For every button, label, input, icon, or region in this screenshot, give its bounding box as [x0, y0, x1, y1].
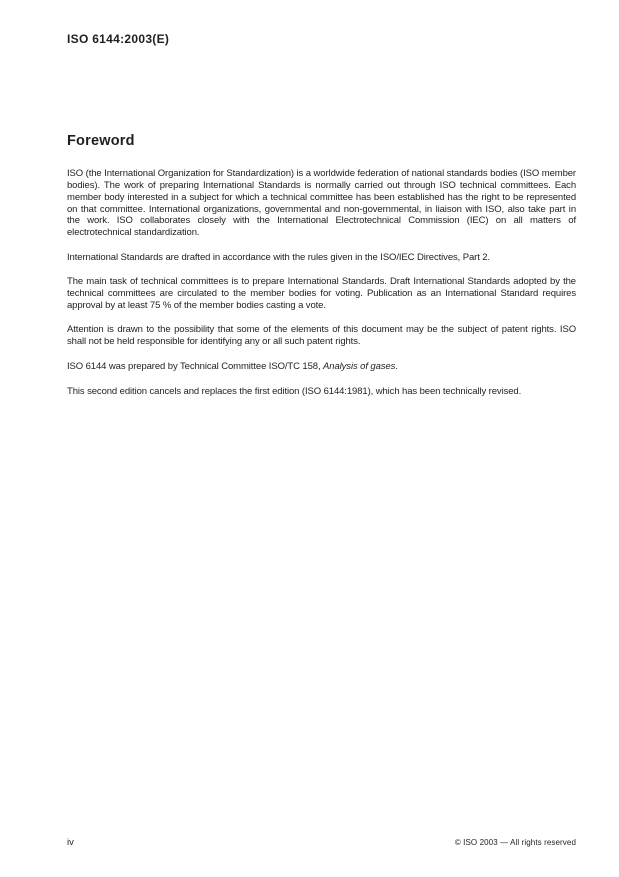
foreword-heading: Foreword [67, 133, 135, 149]
foreword-section [67, 133, 576, 410]
page-number: iv [67, 837, 74, 848]
copyright-notice: © ISO 2003 — All rights reserved [454, 838, 576, 847]
paragraph-directives: International Standards are drafted in accordance with the rules given in the ISO/IEC Directives, Part 2. [67, 251, 491, 263]
prepared-by-period: . [395, 360, 398, 372]
prepared-by-text: ISO 6144 was prepared by Technical Committee ISO/TC 158, [67, 360, 324, 372]
page-footer [67, 837, 576, 848]
paragraph-main-task: The main task of technical committees is to prepare International Standards. Draft International Standards adopted by the technical committees are circulated to the member bodies for voting. Publication as an International Standard requires approval by at least 75 % of the member bodies casting a vote. [67, 276, 576, 311]
paragraph-prepared-by [67, 361, 576, 373]
committee-title-italic: Analysis of gases [323, 360, 396, 372]
paragraph-patent-rights: Attention is drawn to the possibility that some of the elements of this document may be the subject of patent rights. ISO shall not be held responsible for identifying any or all such patent rights. [67, 324, 576, 348]
running-header: ISO 6144:2003(E) [67, 32, 170, 46]
paragraph-second-edition: This second edition cancels and replaces the first edition (ISO 6144:1981), which has been technically revised. [67, 385, 522, 397]
paragraph-iso-federation: ISO (the International Organization for Standardization) is a worldwide federation of national standards bodies (ISO member bodies). The work of preparing International Standards is normally carried out through ISO technical committees. Each member body interested in a subject for which a technical committee has been established has the right to be represented on that committee. International organizations, governmental and non-governmental, in liaison with ISO, also take part in the work. ISO collaborates closely with the International Electrotechnical Commission (IEC) on all matters of electrotechnical standardization. [67, 168, 576, 238]
